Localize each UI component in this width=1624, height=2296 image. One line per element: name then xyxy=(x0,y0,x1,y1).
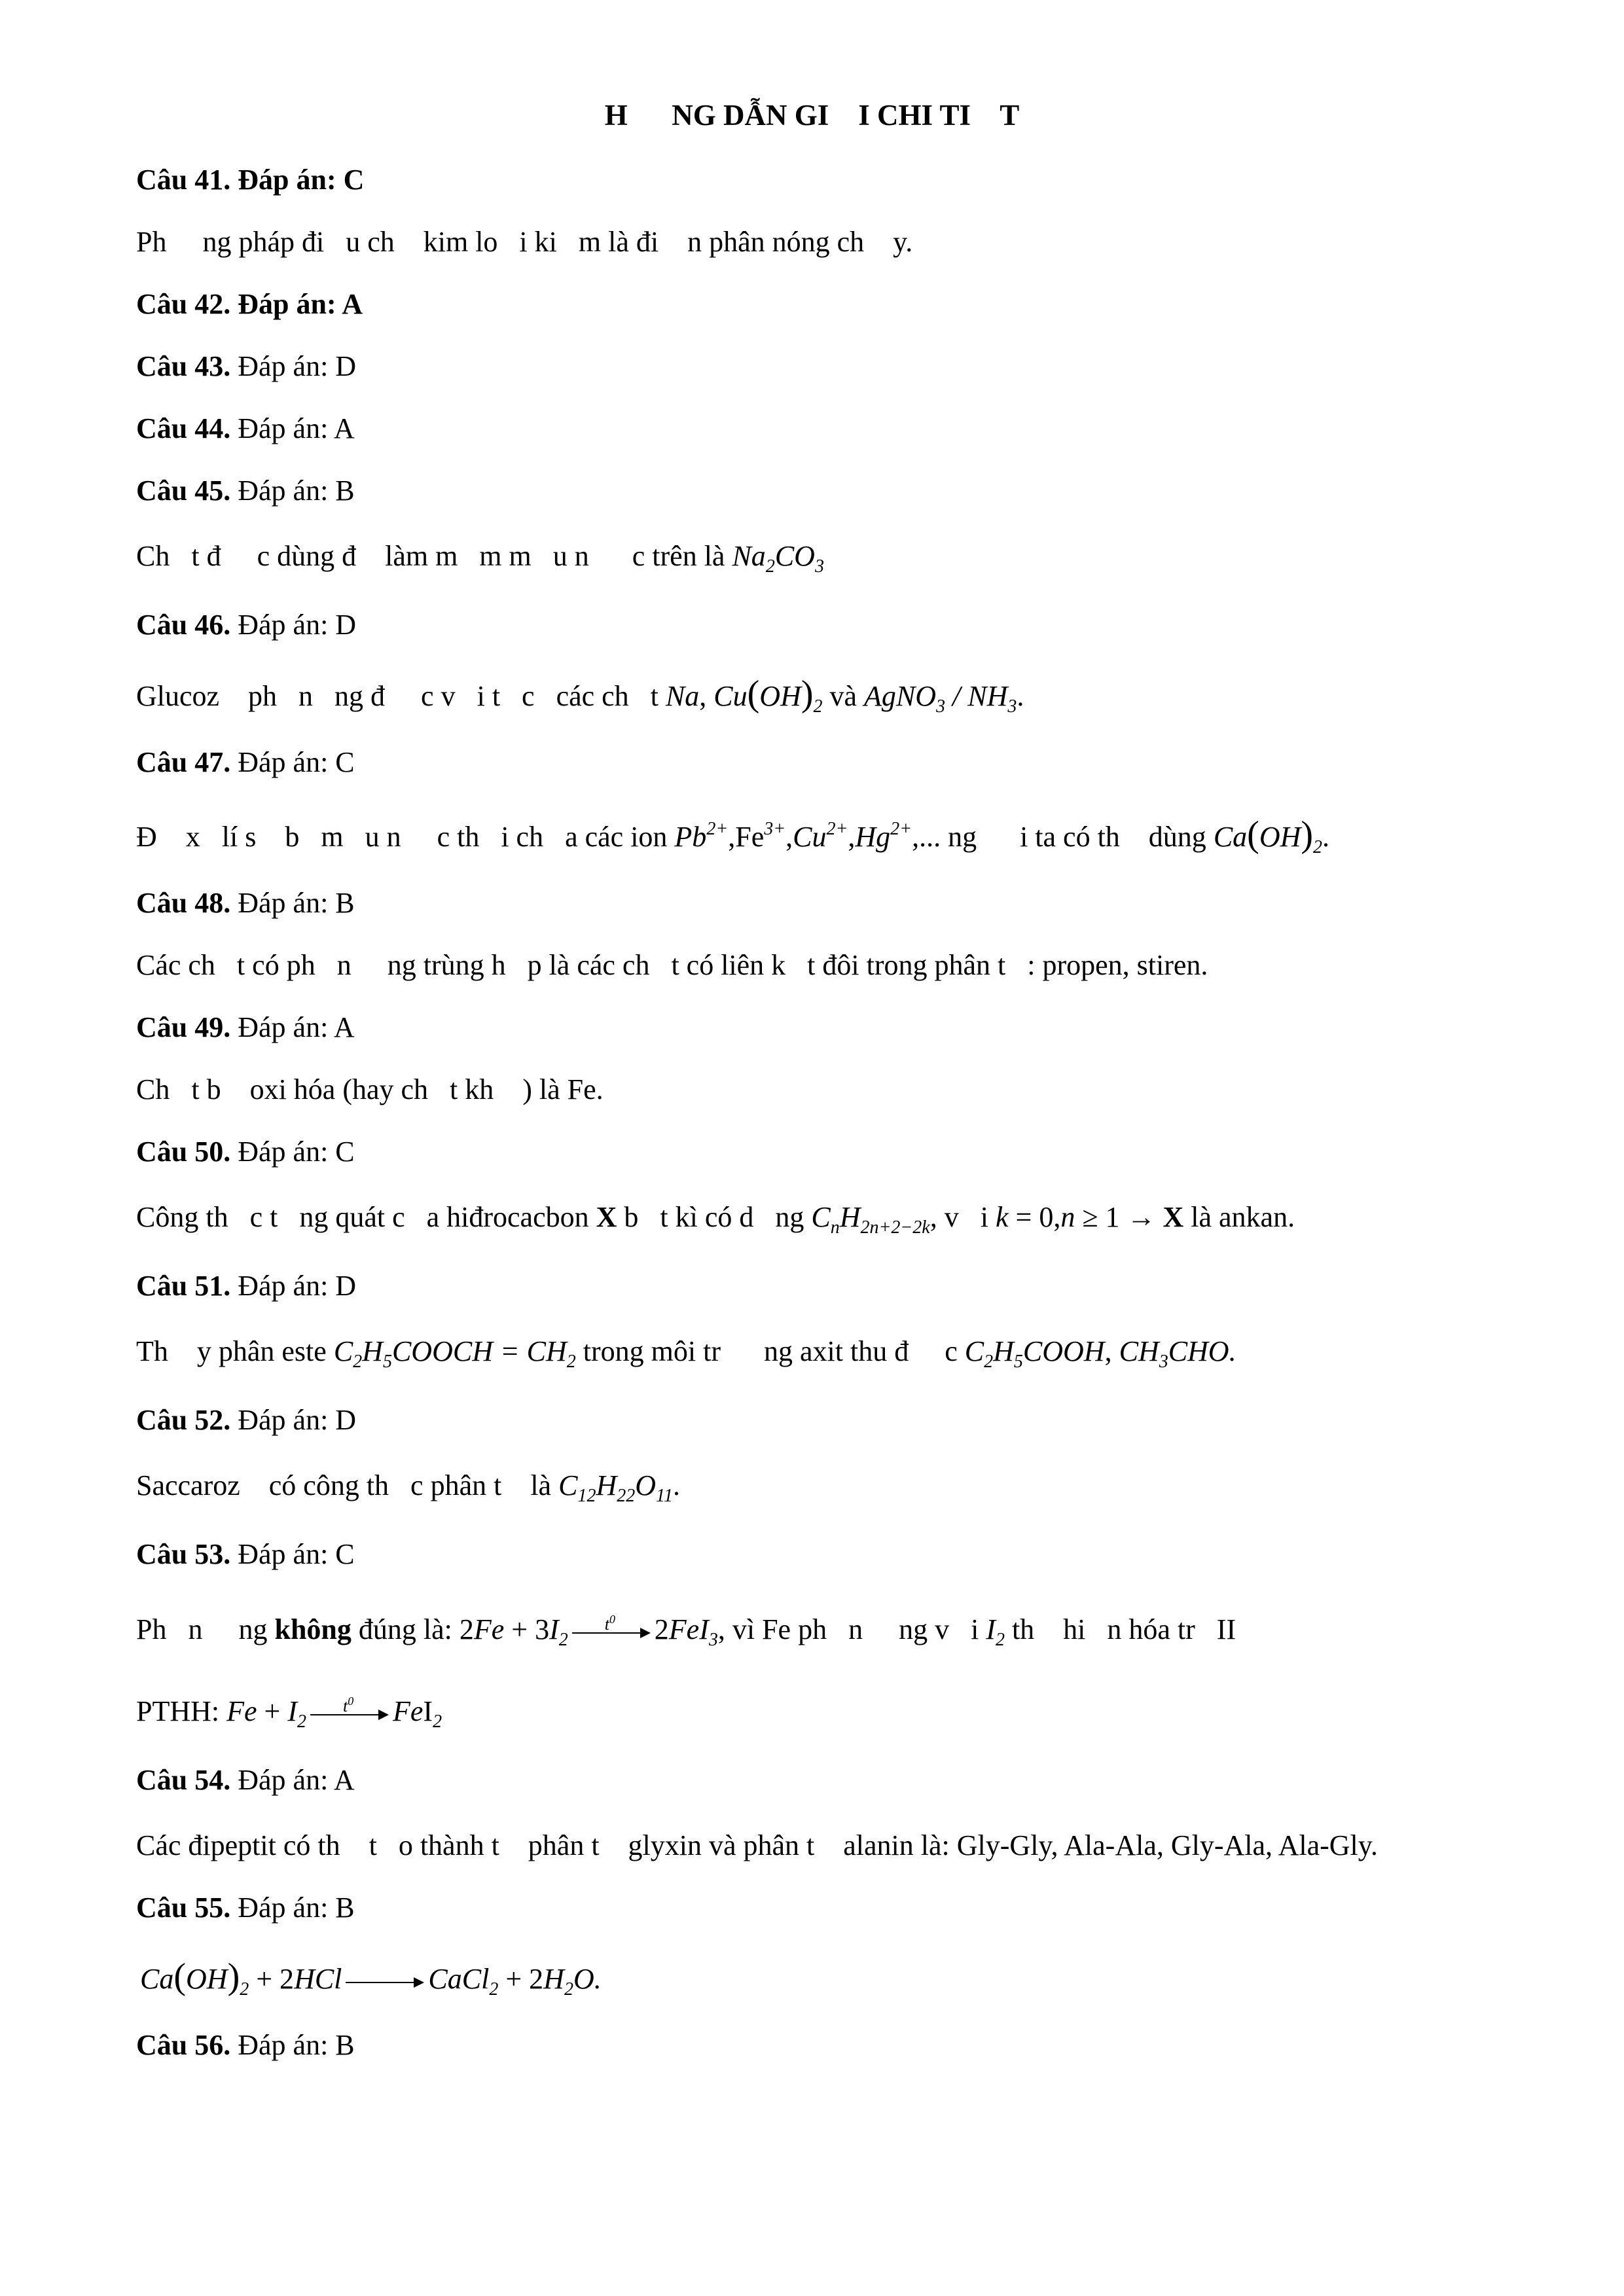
question-label: Câu 41. xyxy=(136,164,231,196)
explanation-41: Ph ng pháp đi u ch kim lo i ki m là đi n phân nóng ch y. xyxy=(136,226,913,258)
page-title: H NG DẪN GI I CHI TI T xyxy=(604,99,1020,132)
question-label: Câu 55. xyxy=(136,1892,231,1924)
answer-text: Đáp án: D xyxy=(230,350,357,382)
answer-text: Đáp án: B xyxy=(230,1892,355,1924)
question-label: Câu 51. xyxy=(136,1270,231,1302)
answer-text: Đáp án: C xyxy=(230,1538,355,1570)
answer-text: Đáp án: D xyxy=(230,1270,357,1302)
connector-text: , v i xyxy=(929,1201,996,1233)
answer-text: Đáp án: B xyxy=(230,2029,355,2061)
answer-text: Đáp án: D xyxy=(230,1404,357,1436)
explanation-51: Th y phân este $C_2H_5COOCH = CH_2$ trong môi tr ng axit thu đ c $C_2H_5COOH$, $CH_3CHO$. xyxy=(136,1335,1236,1372)
explanation-52: Saccaroz có công th c phân t là $C_{12}H_{22}O_{11}$. xyxy=(136,1469,680,1506)
answer-text: Đáp án: C xyxy=(230,746,355,778)
explanation-48: Các ch t có ph n ng trùng h p là các ch t có liên k t đôi trong phân t : propen, stiren. xyxy=(136,949,1208,981)
answer-text: Đáp án: A xyxy=(230,412,355,444)
question-label: Câu 46. xyxy=(136,609,231,641)
variable-x: X xyxy=(596,1201,617,1233)
formula-cnh: C xyxy=(811,1201,831,1233)
question-label: Câu 54. xyxy=(136,1764,231,1796)
question-label: Câu 43. xyxy=(136,350,231,382)
answer-43 xyxy=(136,347,356,386)
question-label: Câu 45. xyxy=(136,475,231,507)
pthh-label: PTHH: xyxy=(136,1695,227,1727)
answer-53 xyxy=(136,1535,355,1574)
explanation-49: Ch t b oxi hóa (hay ch t kh ) là Fe. xyxy=(136,1073,604,1105)
equation-55: $Ca(OH)_2 + 2HCl$ CaCl$_2$ + $2H_2O$. xyxy=(140,1956,602,2000)
connector-text: ,... ng i ta có th dùng xyxy=(912,821,1214,853)
question-label: Câu 50. xyxy=(136,1136,231,1168)
answer-text: Đáp án: A xyxy=(230,1011,355,1043)
reaction-arrow-icon: $t^0$ xyxy=(310,1701,389,1727)
connector-text: là ankan. xyxy=(1183,1201,1295,1233)
answer-50 xyxy=(136,1132,355,1172)
answer-45 xyxy=(136,471,355,511)
reaction-arrow-icon xyxy=(346,1969,424,1995)
answer-51 xyxy=(136,1266,356,1306)
explanation-text: Ch t đ c dùng đ làm m m m u n c trên là xyxy=(136,540,732,572)
period: . xyxy=(1322,821,1330,853)
explanation-text: Ph n ng xyxy=(136,1613,275,1645)
connector-text: b t kì có d ng xyxy=(617,1201,812,1233)
answer-text: Đáp án: C xyxy=(230,164,365,196)
answer-49 xyxy=(136,1008,355,1047)
formula-saccarozo: C xyxy=(558,1469,578,1501)
question-label: Câu 48. xyxy=(136,887,231,919)
answer-42 xyxy=(136,285,363,324)
explanation-text: Saccaroz có công th c phân t là xyxy=(136,1469,559,1501)
answer-55 xyxy=(136,1888,355,1928)
answer-54 xyxy=(136,1761,355,1800)
answer-text: Đáp án: B xyxy=(230,887,355,919)
explanation-text: Công th c t ng quát c a hiđrocacbon xyxy=(136,1201,596,1233)
answer-text: Đáp án: A xyxy=(230,288,363,320)
formula-reagents: Na xyxy=(665,680,700,712)
connector-text: trong môi tr ng axit thu đ c xyxy=(575,1335,965,1367)
answer-52 xyxy=(136,1401,356,1440)
question-label: Câu 52. xyxy=(136,1404,231,1436)
equation-53: PTHH: $Fe + I_2$ $t^0$ FeI$_2$ xyxy=(136,1694,442,1732)
explanation-50: Công th c t ng quát c a hiđrocacbon X b t kì có d ng $C_nH_{2n+2-2k}$, v i k = 0,n ≥ 1 → X là ankan. xyxy=(136,1201,1295,1238)
question-label: Câu 47. xyxy=(136,746,231,778)
explanation-47: Đ x lí s b m u n c th i ch a các ion $Pb^{2+},Fe^{3+},Cu^{2+},Hg^{2+}$,... ng i ta có th dùng $Ca(OH)_2$. xyxy=(136,814,1330,857)
answer-46 xyxy=(136,605,356,645)
answer-41 xyxy=(136,160,364,200)
question-label: Câu 42. xyxy=(136,288,231,320)
answer-44 xyxy=(136,409,355,448)
period: . xyxy=(1017,680,1024,712)
explanation-54: Các đipeptit có th t o thành t phân t glyxin và phân t alanin là: Gly-Gly, Ala-Ala, Gly-Ala, Ala-Gly. xyxy=(136,1829,1378,1861)
explanation-text: Đ x lí s b m u n c th i ch a các ion xyxy=(136,821,675,853)
question-label: Câu 44. xyxy=(136,412,231,444)
answer-47 xyxy=(136,743,355,782)
formula-ions: Pb xyxy=(674,821,707,853)
connector-text: và xyxy=(822,680,865,712)
explanation-45 xyxy=(136,537,824,576)
answer-text: Đáp án: C xyxy=(230,1136,355,1168)
explanation-46: Glucoz ph n ng đ c v i t c các ch t Na, $Cu(OH)_2$ và AgNO$_3$ / $NH_3$. xyxy=(136,673,1024,717)
answer-56 xyxy=(136,2026,355,2065)
answer-text: Đáp án: A xyxy=(230,1764,355,1796)
formula-na2co3: $Na_2CO_3$ xyxy=(732,540,824,577)
question-label: Câu 56. xyxy=(136,2029,231,2061)
answer-text: Đáp án: B xyxy=(230,475,355,507)
answer-text: Đáp án: D xyxy=(230,609,357,641)
explanation-text: Glucoz ph n ng đ c v i t c các ch t xyxy=(136,680,666,712)
question-label: Câu 49. xyxy=(136,1011,231,1043)
explanation-53: Ph n ng không đúng là: $2Fe + 3I_2$ $t^0$ 2FeI$_3$, vì Fe ph n ng v i $I_2$ th hi n hóa tr II xyxy=(136,1612,1236,1650)
emphasis-khong: không xyxy=(274,1613,352,1645)
connector-text: , vì Fe ph n ng v i xyxy=(717,1613,986,1645)
explanation-text: Th y phân este xyxy=(136,1335,334,1367)
question-label: Câu 53. xyxy=(136,1538,231,1570)
reaction-arrow-icon: $t^0$ xyxy=(572,1619,651,1645)
answer-48 xyxy=(136,884,355,923)
connector-text: đúng là: xyxy=(351,1613,460,1645)
connector-text: th hi n hóa tr II xyxy=(1004,1613,1236,1645)
formula-ester: C xyxy=(333,1335,353,1367)
